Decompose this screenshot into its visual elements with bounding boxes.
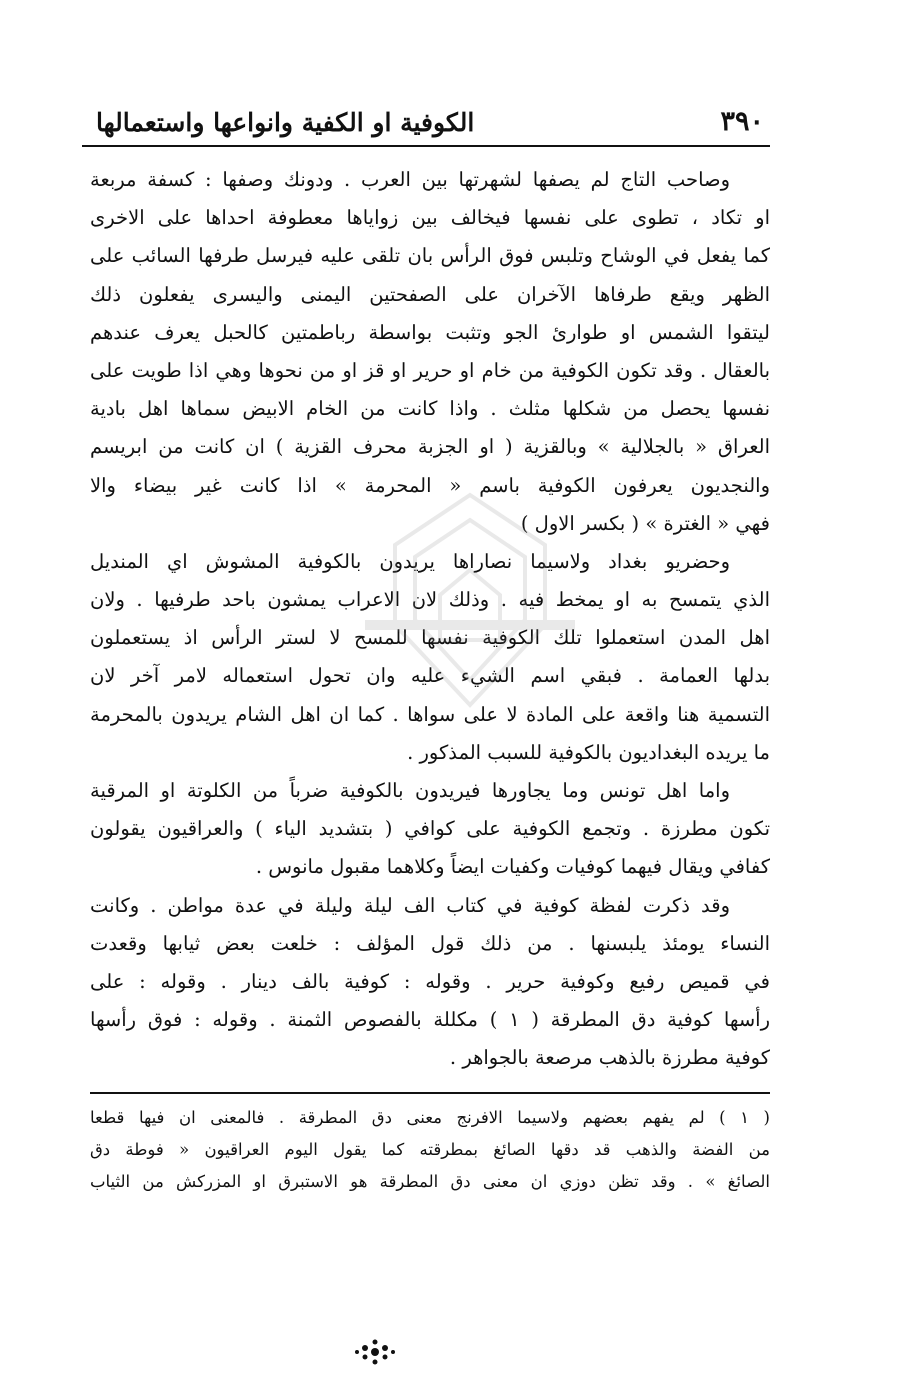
body-line: او تكاد ، تطوى على نفسها فيخالف بين زواياها معطوفة احداها على الاخرى xyxy=(90,206,770,230)
page-header xyxy=(90,95,770,137)
body-line: النساء يومئذ يلبسنها . من ذلك قول المؤلف : خلعت بعض ثيابها وقعدت xyxy=(90,931,770,955)
running-title: الكوفية او الكفية وانواعها واستعمالها xyxy=(96,108,475,137)
body-line: كفافي ويقال فيهما كوفيات وكفيات ايضاً وكلاهما مقبول مانوس . xyxy=(255,855,770,879)
footnote-line: الصائغ » . وقد تظن دوزي ان معنى دق المطرقة هو الاستبرق او المزركش من الثياب xyxy=(90,1171,770,1191)
body-line: ما يريده البغداديون بالكوفية للسبب المذكور . xyxy=(407,740,770,764)
body-line: العراق « بالجلالية » وبالقزية ( او الجزبة محرف القزية ) ان كانت من ابريسم xyxy=(90,435,770,459)
body-line: فهي « الغترة » ( بكسر الاول ) xyxy=(520,511,770,535)
page-number: ٣٩٠ xyxy=(720,106,764,137)
body-line: تكون مطرزة . وتجمع الكوفية على كوافي ( بتشديد الياء ) والعراقيون يقولون xyxy=(90,817,770,841)
footnote-line: من الفضة والذهب قد دقها الصائغ بمطرقته كما يقول اليوم العراقيون « فوطة دق xyxy=(90,1139,770,1159)
header-rule xyxy=(82,145,770,147)
body-line: بدلها العمامة . فبقي اسم الشيء عليه وان تحول استعماله لامر آخر لان xyxy=(90,664,770,688)
body-line: الظهر ويقع طرفاها الآخران على الصفحتين اليمنى واليسرى يفعلون ذلك xyxy=(90,282,770,306)
body-line: نفسها يحصل من شكلها مثلث . واذا كانت من الخام الابيض سماها اهل بادية xyxy=(90,397,770,421)
body-line: ليتقوا الشمس او طوارئ الجو وتثبت بواسطة رباطمتين كالحبل يعرف عندهم xyxy=(90,320,770,344)
body-line: اهل المدن استعملوا تلك الكوفية نفسها للمسح لا لستر الرأس اذ يستعملون xyxy=(90,626,770,650)
footnote-rule xyxy=(90,1092,770,1094)
body-line: كوفية مطرزة بالذهب مرصعة بالجواهر . xyxy=(449,1046,770,1070)
body-line: الذي يتمسح به او يمخط فيه . وذلك لان الاعراب يمشون باحد طرفيها . ولان xyxy=(90,588,770,612)
floral-ornament-icon xyxy=(350,1338,400,1366)
body-line: وقد ذكرت لفظة كوفية في كتاب الف ليلة وليلة في عدة مواطن . وكانت xyxy=(90,893,730,917)
body-line: بالعقال . وقد تكون الكوفية من خام او حرير او قز او من نحوها وهي اذا طويت على xyxy=(90,358,770,382)
body-line: في قميص رفيع وكوفية حرير . وقوله : كوفية بالف دينار . وقوله : على xyxy=(90,969,770,993)
body-line: التسمية هنا واقعة على المادة لا على سواها . كما ان اهل الشام يريدون بالمحرمة xyxy=(90,702,770,726)
body-line: وصاحب التاج لم يصفها لشهرتها بين العرب . ودونك وصفها : كسفة مربعة xyxy=(90,168,730,191)
body-line: كما يفعل في الوشاح وتلبس فوق الرأس بان تلقى عليه فيرسل طرفها السائب على xyxy=(90,244,770,268)
body-line: واما اهل تونس وما يجاورها فيريدون بالكوفية ضرباً من الكلوتة او المرقية xyxy=(90,779,730,802)
book-page xyxy=(90,95,770,1198)
footnote-line: ( ١ ) لم يفهم بعضهم ولاسيما الافرنج معنى دق المطرقة . فالمعنى ان فيها قطعا xyxy=(90,1107,770,1127)
body-line: والنجديون يعرفون الكوفية باسم « المحرمة » اذا كانت غير بيضاء والا xyxy=(90,473,770,497)
body-line: وحضريو بغداد ولاسيما نصاراها يريدون بالكوفية المشوش اي المنديل xyxy=(90,549,730,573)
footnotes xyxy=(90,1102,770,1198)
body-text xyxy=(90,161,770,1078)
body-line: رأسها كوفية دق المطرقة ( ١ ) مكللة بالفصوص الثمنة . وقوله : فوق رأسها xyxy=(90,1008,770,1032)
